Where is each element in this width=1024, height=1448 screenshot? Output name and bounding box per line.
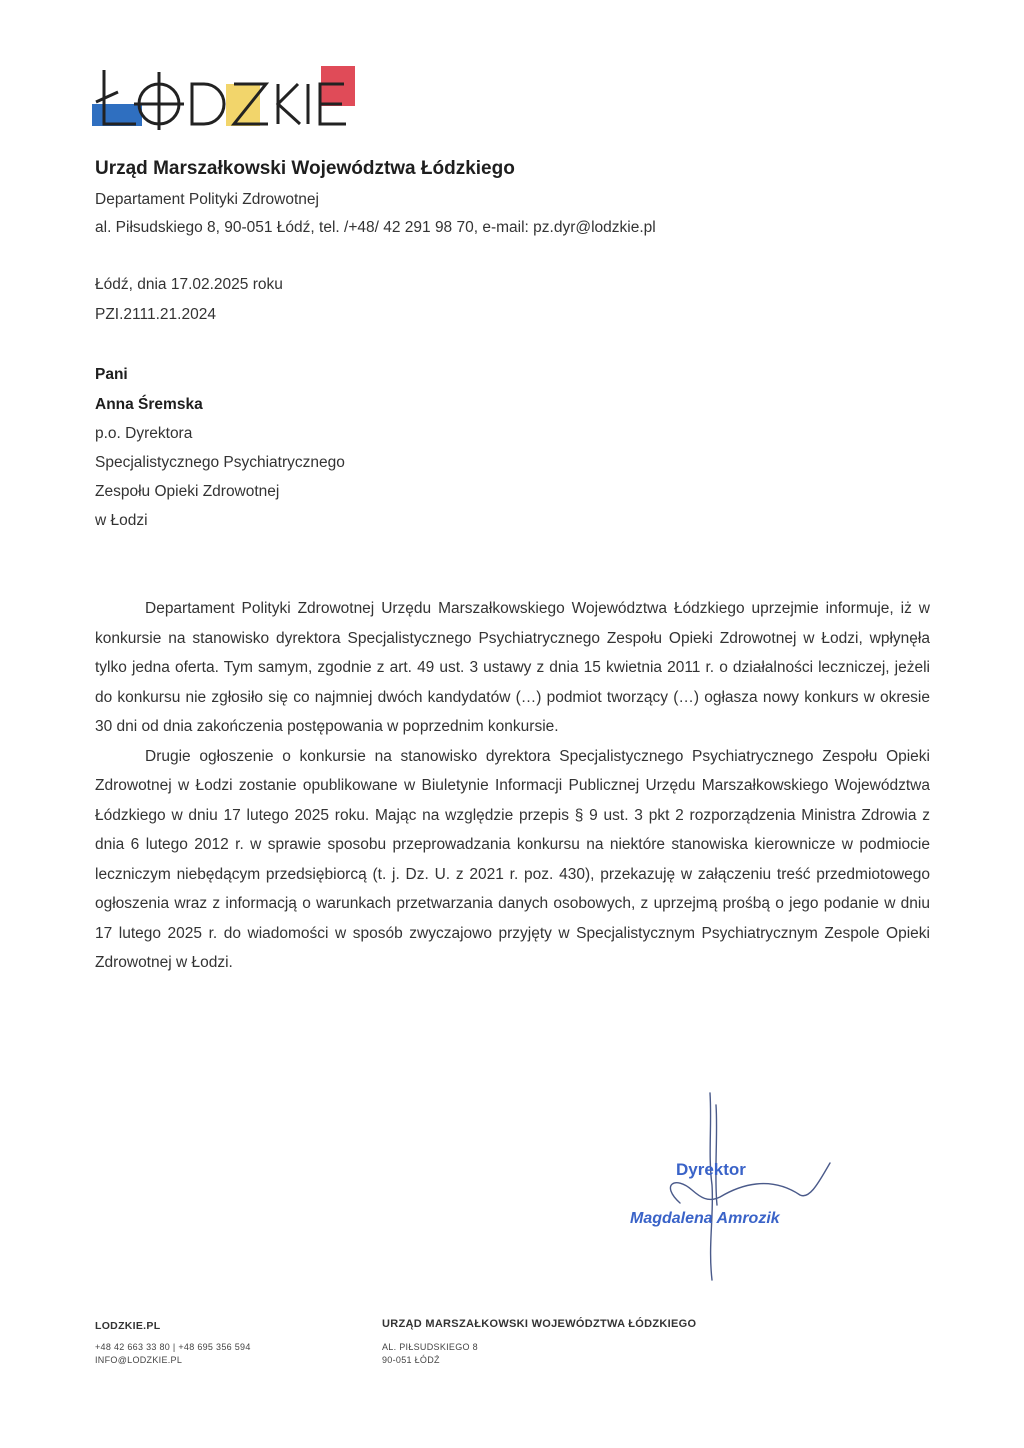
signature-stamp: [620, 1085, 840, 1285]
signature-title: Dyrektor: [676, 1160, 746, 1179]
place-date: Łódź, dnia 17.02.2025 roku: [95, 276, 283, 293]
addressee-org-line1: Specjalistycznego Psychiatrycznego: [95, 454, 345, 471]
footer-office: URZĄD MARSZAŁKOWSKI WOJEWÓDZTWA ŁÓDZKIEGO: [382, 1318, 697, 1330]
footer-office-city: 90-051 ŁÓDŹ: [382, 1355, 440, 1365]
footer-brand: LODZKIE.PL: [95, 1320, 161, 1332]
body-paragraph-1: Departament Polityki Zdrowotnej Urzędu Marszałkowskiego Województwa Łódzkiego uprzejmie informuje, iż w konkursie na stanowisko dyrektora Specjalistycznego Psychiatrycznego Zespołu Opieki Zdrowotnej w Łodzi, wpłynęła tylko jedna oferta. Tym samym, zgodnie z art. 49 ust. 3 ustawy z dnia 15 kwietnia 2011 r. o działalności leczniczej, jeżeli do konkursu nie zgłosiło się co najmniej dwóch kandydatów (…) podmiot tworzący (…) ogłasza nowy konkurs w okresie 30 dni od dnia zakończenia postępowania w poprzednim konkursie.: [95, 600, 930, 735]
footer-email: INFO@LODZKIE.PL: [95, 1355, 183, 1365]
lodzkie-logo: [92, 64, 362, 130]
body-paragraph-2: Drugie ogłoszenie o konkursie na stanowisko dyrektora Specjalistycznego Psychiatrycznego Zespołu Opieki Zdrowotnej w Łodzi zostanie opublikowane w Biuletynie Informacji Publicznej Urzędu Marszałkowskiego Województwa Łódzkiego w dniu 17 lutego 2025 roku. Mając na względzie przepis § 9 ust. 3 pkt 2 rozporządzenia Ministra Zdrowia z dnia 6 lutego 2012 r. w sprawie sposobu przeprowadzania konkursu na niektóre stanowiska kierownicze w podmiocie leczniczym niebędącym przedsiębiorcą (t. j. Dz. U. z 2021 r. poz. 430), przekazuję w załączeniu treść przedmiotowego ogłoszenia wraz z informacją o warunkach przetwarzania danych osobowych, z uprzejmą prośbą o jego podanie w dniu 17 lutego 2025 r. do wiadomości w sposób zwyczajowo przyjęty w Specjalistycznym Psychiatrycznym Zespole Opieki Zdrowotnej w Łodzi.: [95, 747, 930, 971]
addressee-city: w Łodzi: [95, 512, 148, 529]
letter-body: [95, 594, 930, 978]
signature-name: Magdalena Amrozik: [630, 1210, 780, 1227]
contact-line: al. Piłsudskiego 8, 90-051 Łódź, tel. /+48/ 42 291 98 70, e-mail: pz.dyr@lodzkie.pl: [95, 219, 656, 236]
addressee-role: p.o. Dyrektora: [95, 425, 193, 442]
institution-name: Urząd Marszałkowski Województwa Łódzkiego: [95, 158, 515, 179]
addressee-salutation: Pani: [95, 366, 128, 383]
addressee-org-line2: Zespołu Opieki Zdrowotnej: [95, 483, 280, 500]
reference-number: PZI.2111.21.2024: [95, 306, 216, 323]
addressee-name: Anna Śremska: [95, 396, 203, 413]
department-name: Departament Polityki Zdrowotnej: [95, 191, 319, 208]
footer-phones: +48 42 663 33 80 | +48 695 356 594: [95, 1342, 251, 1352]
footer-office-street: AL. PIŁSUDSKIEGO 8: [382, 1342, 478, 1352]
